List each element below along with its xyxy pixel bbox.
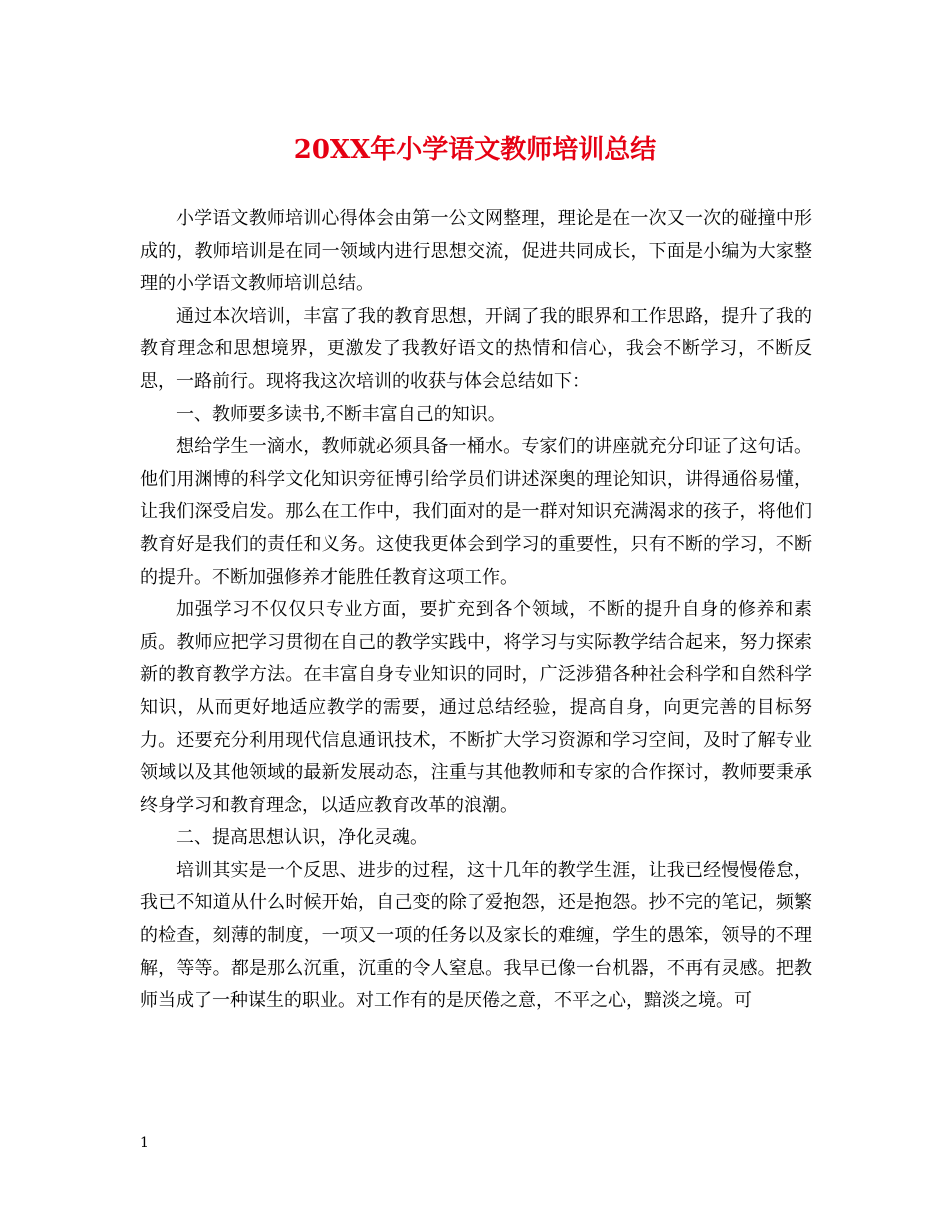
paragraph-section-1a: 想给学生一滴水，教师就必须具备一桶水。专家们的讲座就充分印证了这句话。他们用渊博的科学文化知识旁征博引给学员们讲述深奥的理论知识，讲得通俗易懂，让我们深受启发。那么在工作中，我们面对的是一群对知识充满渴求的孩子，将他们教育好是我们的责任和义务。这使我更体会到学习的重要性，只有不断的学习，不断的提升。不断加强修养才能胜任教育这项工作。 <box>140 436 812 588</box>
section-heading-2: 二、提高思想认识，净化灵魂。 <box>176 827 428 849</box>
paragraph-intro: 小学语文教师培训心得体会由第一公文网整理，理论是在一次又一次的碰撞中形成的，教师培训是在同一领域内进行思想交流，促进共同成长，下面是小编为大家整理的小学语文教师培训总结。 <box>140 208 812 295</box>
paragraph-section-2a: 培训其实是一个反思、进步的过程，这十几年的教学生涯，让我已经慢慢倦怠，我已不知道从什么时候开始，自己变的除了爱抱怨，还是抱怨。抄不完的笔记，频繁的检查，刻薄的制度，一项又一项的任务以及家长的难缠，学生的愚笨，领导的不理解，等等。都是那么沉重，沉重的令人窒息。我早已像一台机器，不再有灵感。把教师当成了一种谋生的职业。对工作有的是厌倦之意，不平之心，黯淡之境。可 <box>140 859 812 1012</box>
section-heading-1: 一、教师要多读书,不断丰富自己的知识。 <box>176 403 506 425</box>
document-title: 20XX年小学语文教师培训总结 <box>293 135 657 165</box>
document-body <box>140 203 812 1018</box>
paragraph-overview: 通过本次培训，丰富了我的教育思想，开阔了我的眼界和工作思路，提升了我的教育理念和思想境界，更激发了我教好语文的热情和信心，我会不断学习，不断反思，一路前行。现将我这次培训的收获与体会总结如下： <box>140 305 812 392</box>
page-number: 1 <box>140 1135 149 1151</box>
paragraph-section-1b: 加强学习不仅仅只专业方面，要扩充到各个领域，不断的提升自身的修养和素质。教师应把学习贯彻在自己的教学实践中，将学习与实际教学结合起来，努力探索新的教育教学方法。在丰富自身专业知识的同时，广泛涉猎各种社会科学和自然科学知识，从而更好地适应教学的需要，通过总结经验，提高自身，向更完善的目标努力。还要充分利用现代信息通讯技术，不断扩大学习资源和学习空间，及时了解专业领域以及其他领域的最新发展动态，注重与其他教师和专家的合作探讨，教师要秉承终身学习和教育理念，以适应教育改革的浪潮。 <box>140 599 812 816</box>
